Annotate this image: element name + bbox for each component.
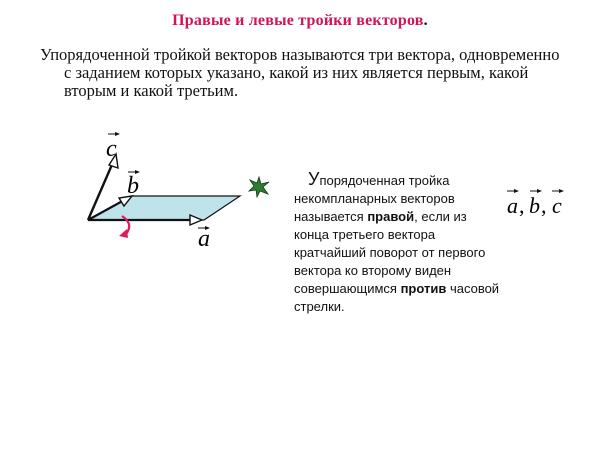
definition-line-8: стрелки. [294,299,345,314]
definition-line-7 [294,280,574,298]
label-b [127,170,140,199]
definition-line-3-pre: называется [294,209,368,224]
label-c-text: c [106,136,117,162]
definition-line-1-text: порядоченная тройка [319,173,450,188]
sparkle-icon [247,176,271,198]
triple-a: a [507,193,518,218]
title-text: Правые и левые тройки векторов [172,12,424,29]
triple-c: c [552,193,562,218]
definition-line-3-post: , если из [414,209,467,224]
title-period: . [423,12,428,29]
keyword-against: против [400,281,447,296]
definition-line-6: вектора ко второму виден [294,263,452,278]
rotation-arc-arrowhead [119,229,128,238]
label-a [198,226,210,250]
definition-line-4: конца третьего вектора [294,227,436,242]
label-a-text: a [198,226,210,250]
definition-line-2: некомпланарных векторов [294,191,455,206]
slide-title [0,12,600,30]
vector-triple-diagram [70,130,270,250]
definition-initial: У [308,169,320,189]
label-b-text: b [127,173,139,199]
keyword-right: правой [367,209,415,224]
triple-sep-2: , [541,193,547,218]
vector-triple-notation [505,186,575,220]
definition-line-5: кратчайший поворот от первого [294,245,486,260]
triple-b: b [529,193,540,218]
label-c [106,132,120,162]
triple-sep-1: , [519,193,525,218]
definition-line-7-pre: совершающимся [294,281,401,296]
definition-line-7-post: часовой [446,281,500,296]
intro-paragraph: Упорядоченной тройкой векторов называются три вектора, одновременно с заданием которых указано, какой из них является первым, какой вторым и какой третьим. [40,45,560,100]
